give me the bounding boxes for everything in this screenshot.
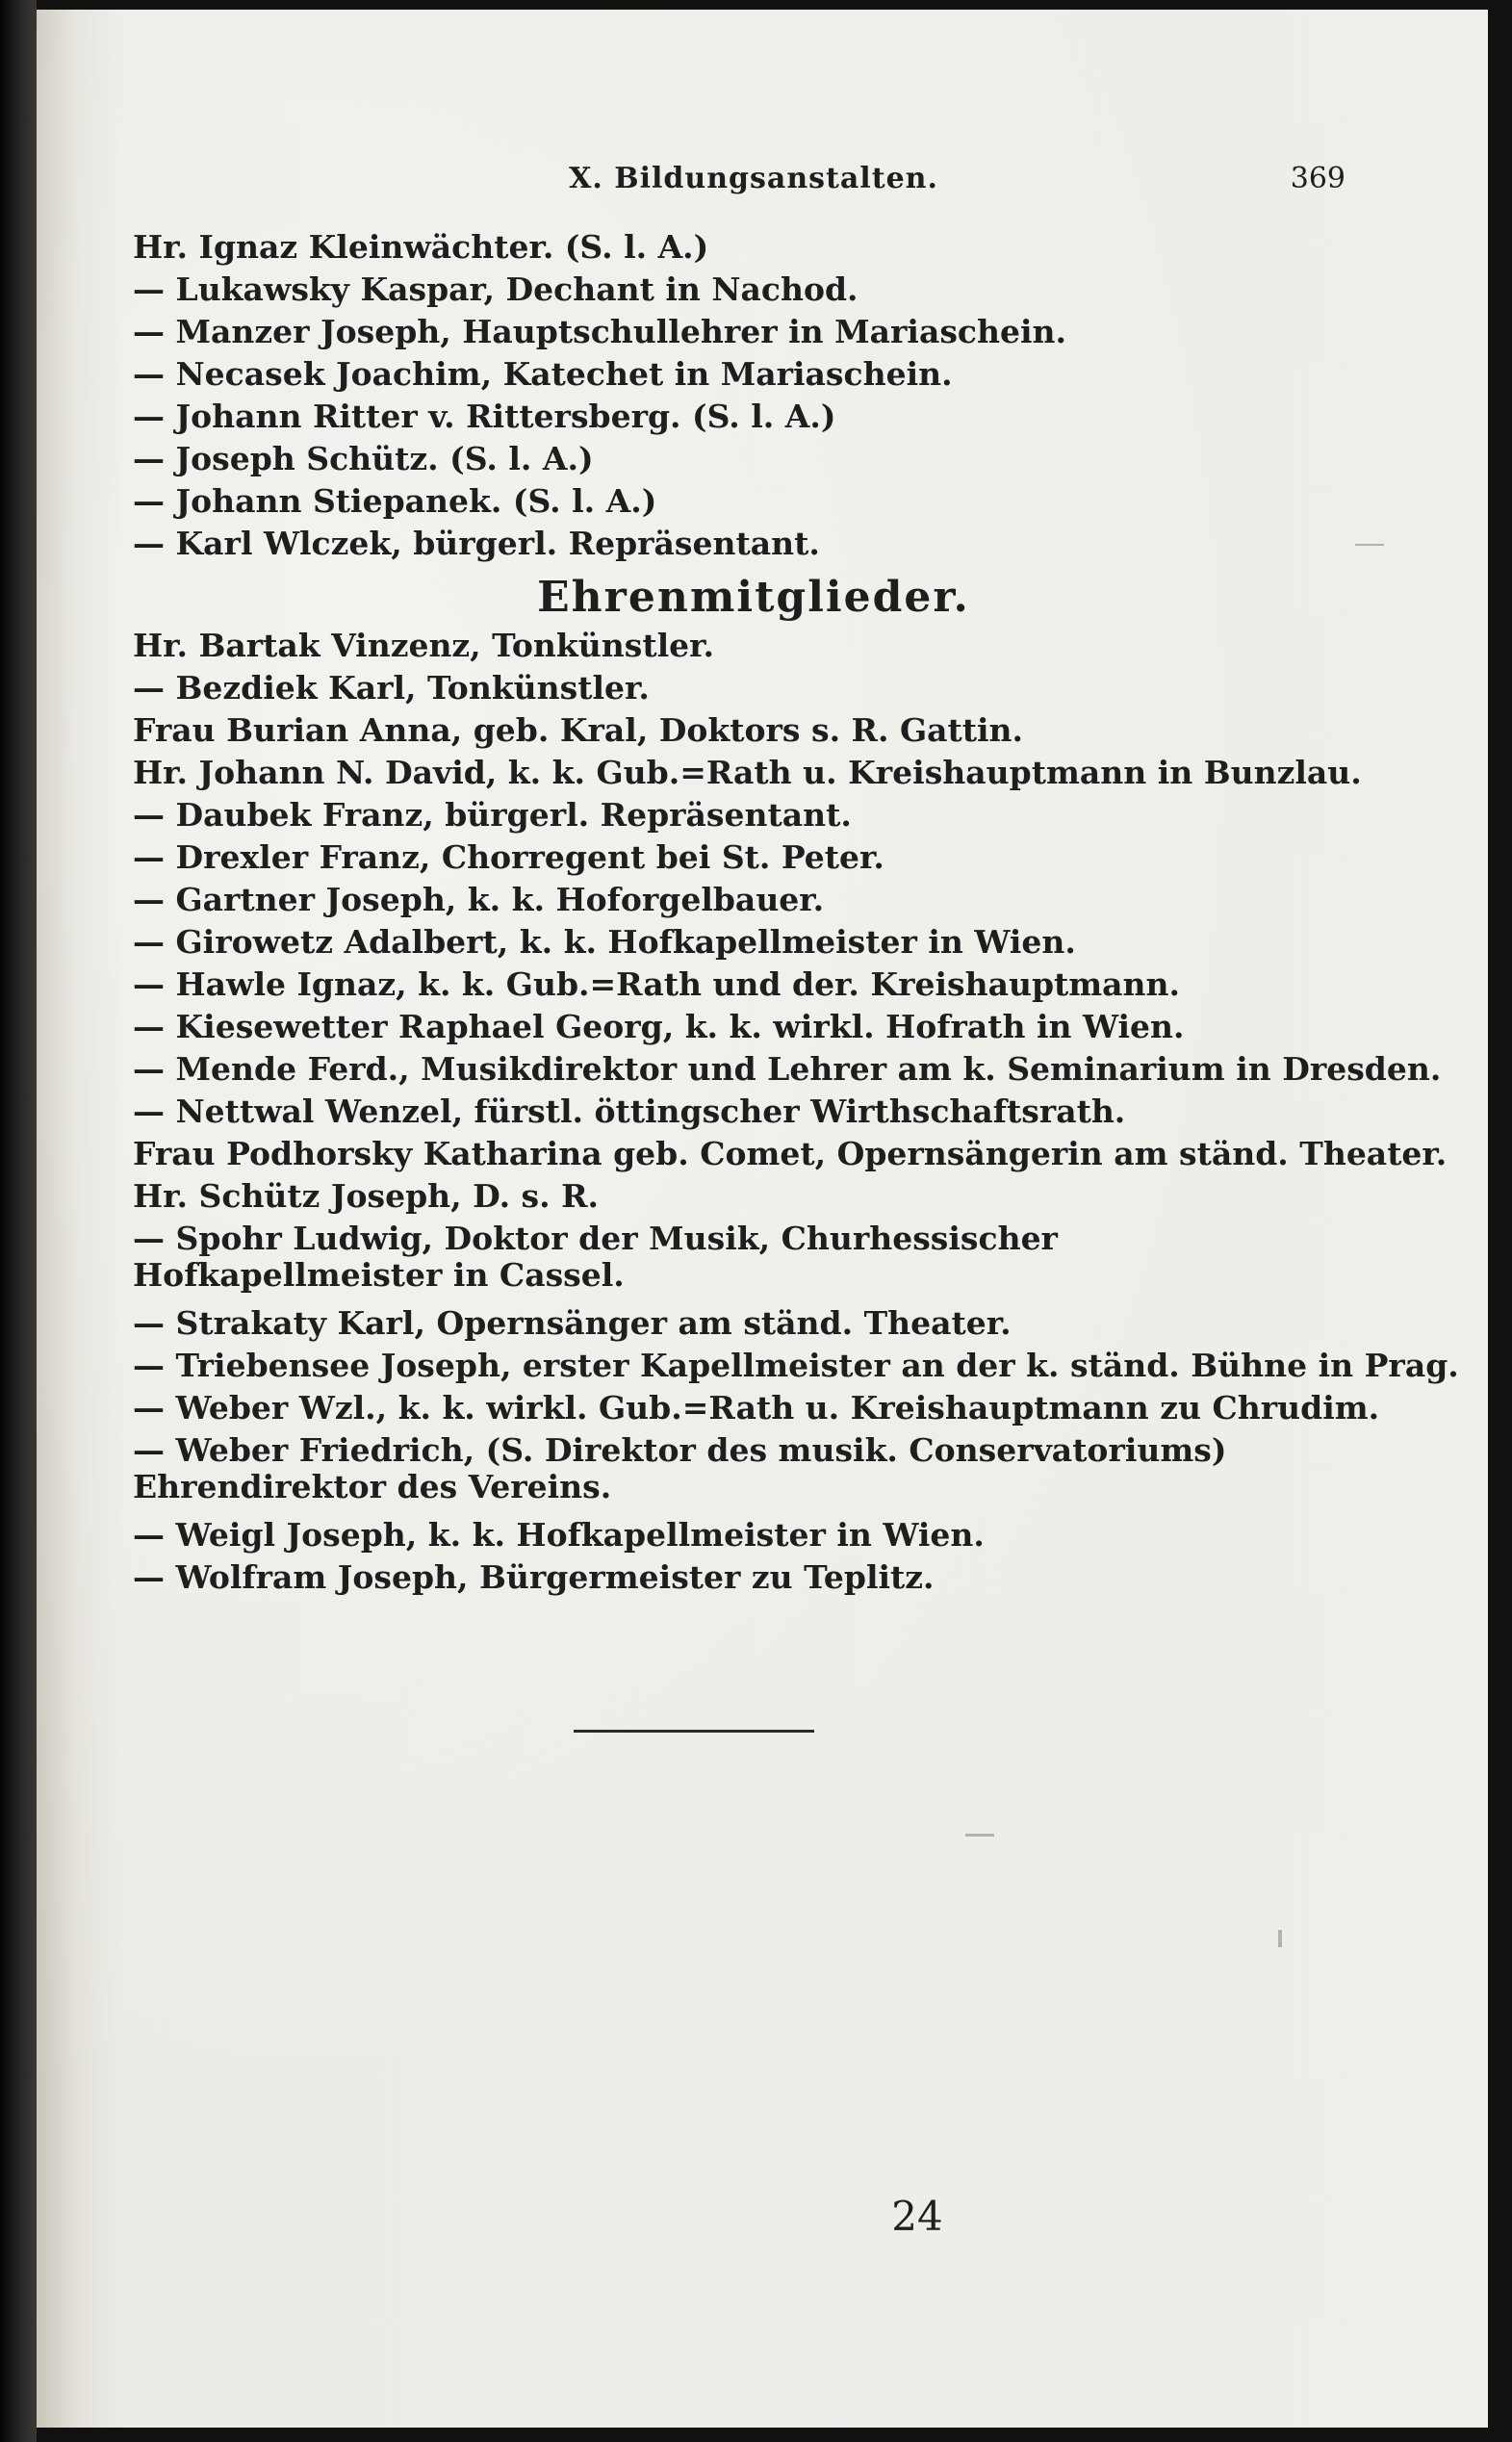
book-page bbox=[37, 10, 1488, 2428]
member-entry: — Johann Ritter v. Rittersberg. (S. l. A.) bbox=[133, 398, 836, 435]
running-header bbox=[162, 162, 1345, 210]
section-heading: Ehrenmitglieder. bbox=[537, 573, 970, 622]
honorary-member-entry: — Strakaty Karl, Opernsänger am ständ. Theater. bbox=[133, 1304, 1012, 1342]
paper-speck bbox=[1355, 544, 1384, 546]
honorary-member-entry: Frau Burian Anna, geb. Kral, Doktors s. R. Gattin. bbox=[133, 711, 1024, 749]
paper-speck bbox=[965, 1834, 994, 1837]
honorary-member-entry: — Mende Ferd., Musikdirektor und Lehrer am k. Seminarium in Dresden. bbox=[133, 1050, 1442, 1088]
member-entry: — Joseph Schütz. (S. l. A.) bbox=[133, 440, 594, 477]
honorary-member-entry: — Gartner Joseph, k. k. Hoforgelbauer. bbox=[133, 881, 825, 918]
honorary-member-entry: — Girowetz Adalbert, k. k. Hofkapellmeister in Wien. bbox=[133, 923, 1076, 961]
honorary-member-entry: — Drexler Franz, Chorregent bei St. Peter. bbox=[133, 838, 884, 876]
honorary-member-entry: — Nettwal Wenzel, fürstl. öttingscher Wirthschaftsrath. bbox=[133, 1092, 1126, 1130]
member-entry: — Lukawsky Kaspar, Dechant in Nachod. bbox=[133, 270, 859, 308]
member-entry: — Manzer Joseph, Hauptschullehrer in Mariaschein. bbox=[133, 313, 1067, 350]
honorary-member-entry: — Weigl Joseph, k. k. Hofkapellmeister in Wien. bbox=[133, 1516, 985, 1554]
page-number: 369 bbox=[1290, 162, 1345, 195]
signature-mark: 24 bbox=[891, 2193, 943, 2240]
honorary-member-entry: Frau Podhorsky Katharina geb. Comet, Opernsängerin am ständ. Theater. bbox=[133, 1135, 1448, 1172]
honorary-member-entry: — Bezdiek Karl, Tonkünstler. bbox=[133, 669, 650, 707]
honorary-member-entry: Hr. Schütz Joseph, D. s. R. bbox=[133, 1177, 600, 1215]
book-binding-edge bbox=[0, 0, 37, 2442]
honorary-member-entry: — Wolfram Joseph, Bürgermeister zu Teplitz. bbox=[133, 1558, 935, 1596]
chapter-title: X. Bildungsanstalten. bbox=[569, 162, 938, 195]
honorary-member-entry: — Kiesewetter Raphael Georg, k. k. wirkl. Hofrath in Wien. bbox=[133, 1008, 1185, 1045]
paper-speck bbox=[1278, 1930, 1282, 1947]
honorary-member-entry: — Weber Wzl., k. k. wirkl. Gub.=Rath u. Kreishauptmann zu Chrudim. bbox=[133, 1389, 1380, 1427]
honorary-member-entry: — Daubek Franz, bürgerl. Repräsentant. bbox=[133, 796, 852, 834]
member-entry: — Necasek Joachim, Katechet in Mariaschein. bbox=[133, 355, 953, 393]
member-entry: Hr. Ignaz Kleinwächter. (S. l. A.) bbox=[133, 228, 709, 266]
honorary-member-entry: Hr. Bartak Vinzenz, Tonkünstler. bbox=[133, 627, 714, 664]
honorary-member-entry: — Triebensee Joseph, erster Kapellmeister an der k. ständ. Bühne in Prag. bbox=[133, 1347, 1459, 1384]
honorary-member-entry: Hr. Johann N. David, k. k. Gub.=Rath u. Kreishauptmann in Bunzlau. bbox=[133, 754, 1362, 791]
member-entry: — Johann Stiepanek. (S. l. A.) bbox=[133, 482, 657, 520]
honorary-member-entry: — Hawle Ignaz, k. k. Gub.=Rath und der. Kreishauptmann. bbox=[133, 965, 1181, 1003]
member-entry: — Karl Wlczek, bürgerl. Repräsentant. bbox=[133, 525, 820, 562]
honorary-member-entry: — Spohr Ludwig, Doktor der Musik, Churhessischer Hofkapellmeister in Cassel. bbox=[133, 1220, 1058, 1294]
end-rule-divider bbox=[574, 1730, 814, 1733]
honorary-member-entry: — Weber Friedrich, (S. Direktor des musik. Conservatoriums) Ehrendirektor des Vereins. bbox=[133, 1431, 1227, 1505]
